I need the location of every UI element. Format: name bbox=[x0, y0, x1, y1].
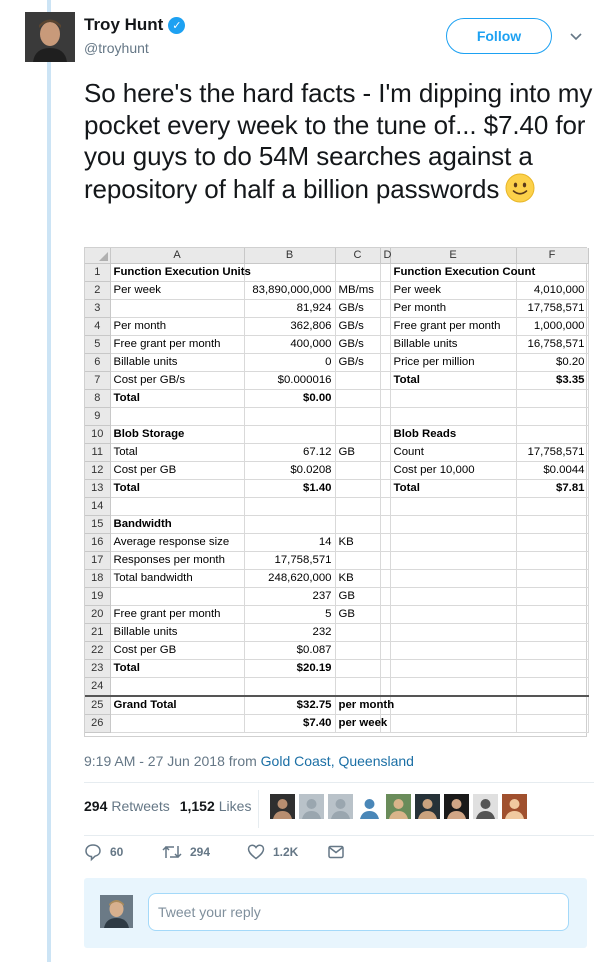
table-row bbox=[85, 425, 588, 443]
row-number: 16 bbox=[85, 533, 110, 551]
cell-e bbox=[390, 623, 516, 641]
cell-e: Blob Reads bbox=[390, 425, 516, 443]
cell-f bbox=[516, 714, 588, 732]
avatar-photo-icon bbox=[299, 794, 324, 819]
table-row bbox=[85, 353, 588, 371]
cell-f bbox=[516, 587, 588, 605]
select-all-corner bbox=[85, 248, 110, 263]
table-row bbox=[85, 317, 588, 335]
column-header: A bbox=[110, 248, 244, 263]
retweets-count[interactable]: 294 bbox=[84, 798, 108, 814]
cell-c: KB bbox=[335, 569, 380, 587]
cell-b: 0 bbox=[244, 353, 335, 371]
table-row bbox=[85, 533, 588, 551]
cell-d bbox=[380, 659, 390, 677]
retweet-icon bbox=[162, 843, 182, 861]
direct-message-action[interactable] bbox=[327, 843, 345, 861]
cell-c: GB/s bbox=[335, 335, 380, 353]
chevron-down-icon[interactable] bbox=[568, 28, 584, 44]
cell-e bbox=[390, 533, 516, 551]
cell-b: $1.40 bbox=[244, 479, 335, 497]
cell-f bbox=[516, 515, 588, 533]
row-number: 3 bbox=[85, 299, 110, 317]
cell-f: 17,758,571 bbox=[516, 299, 588, 317]
cell-e bbox=[390, 641, 516, 659]
cell-d bbox=[380, 605, 390, 623]
row-number: 18 bbox=[85, 569, 110, 587]
row-number: 11 bbox=[85, 443, 110, 461]
cell-b: $0.00 bbox=[244, 389, 335, 407]
cell-e bbox=[390, 659, 516, 677]
row-number: 22 bbox=[85, 641, 110, 659]
avatar-photo-icon bbox=[386, 794, 411, 819]
cell-f bbox=[516, 389, 588, 407]
cell-c: per month bbox=[335, 696, 380, 715]
cell-b bbox=[244, 677, 335, 696]
cell-f bbox=[516, 425, 588, 443]
row-number: 14 bbox=[85, 497, 110, 515]
table-row bbox=[85, 389, 588, 407]
cell-d bbox=[380, 389, 390, 407]
like-count: 1.2K bbox=[273, 845, 299, 859]
cell-c bbox=[335, 461, 380, 479]
cell-d bbox=[380, 569, 390, 587]
liker-avatar[interactable] bbox=[386, 794, 411, 819]
table-row bbox=[85, 551, 588, 569]
cell-d bbox=[380, 515, 390, 533]
table-row bbox=[85, 497, 588, 515]
row-number: 7 bbox=[85, 371, 110, 389]
cell-b: 232 bbox=[244, 623, 335, 641]
reply-input[interactable] bbox=[148, 893, 569, 931]
cell-b: 67.12 bbox=[244, 443, 335, 461]
cell-a bbox=[110, 587, 244, 605]
cell-a: Billable units bbox=[110, 623, 244, 641]
avatar-photo-icon bbox=[444, 794, 469, 819]
cell-d bbox=[380, 335, 390, 353]
cell-d bbox=[380, 299, 390, 317]
cell-c: GB bbox=[335, 443, 380, 461]
table-row bbox=[85, 623, 588, 641]
liker-avatar[interactable] bbox=[270, 794, 295, 819]
table-row bbox=[85, 515, 588, 533]
cell-d bbox=[380, 461, 390, 479]
cell-e: Per week bbox=[390, 281, 516, 299]
cell-d bbox=[380, 443, 390, 461]
cell-b: $32.75 bbox=[244, 696, 335, 715]
liker-avatar[interactable] bbox=[473, 794, 498, 819]
row-number: 9 bbox=[85, 407, 110, 425]
cell-f: 4,010,000 bbox=[516, 281, 588, 299]
cell-a: Grand Total bbox=[110, 696, 244, 715]
cell-c: GB/s bbox=[335, 317, 380, 335]
cell-b bbox=[244, 515, 335, 533]
retweets-label[interactable]: Retweets bbox=[111, 798, 170, 814]
reply-action[interactable] bbox=[84, 843, 123, 861]
cell-c bbox=[335, 425, 380, 443]
cell-d bbox=[380, 641, 390, 659]
table-row bbox=[85, 605, 588, 623]
cell-e: Cost per 10,000 bbox=[390, 461, 516, 479]
cell-d bbox=[380, 281, 390, 299]
cell-b: 5 bbox=[244, 605, 335, 623]
cell-a: Total bbox=[110, 389, 244, 407]
cell-f: 16,758,571 bbox=[516, 335, 588, 353]
cell-f bbox=[516, 696, 588, 715]
cell-d bbox=[380, 263, 390, 281]
row-number: 13 bbox=[85, 479, 110, 497]
cell-f: 1,000,000 bbox=[516, 317, 588, 335]
cell-b: 400,000 bbox=[244, 335, 335, 353]
cell-e: Function Execution Count bbox=[390, 263, 516, 281]
cell-a: Total bandwidth bbox=[110, 569, 244, 587]
cell-c: GB/s bbox=[335, 353, 380, 371]
cell-a: Billable units bbox=[110, 353, 244, 371]
cell-a bbox=[110, 407, 244, 425]
table-row bbox=[85, 479, 588, 497]
cell-f bbox=[516, 605, 588, 623]
cell-a bbox=[110, 497, 244, 515]
cell-a: Free grant per month bbox=[110, 335, 244, 353]
cell-f bbox=[516, 551, 588, 569]
avatar-photo-icon bbox=[473, 794, 498, 819]
cell-c bbox=[335, 641, 380, 659]
cell-c bbox=[335, 479, 380, 497]
smiling-face-icon bbox=[505, 173, 535, 203]
cell-a: Total bbox=[110, 443, 244, 461]
cell-c bbox=[335, 407, 380, 425]
follow-button[interactable]: Follow bbox=[446, 18, 552, 54]
cell-a: Cost per GB bbox=[110, 461, 244, 479]
cell-e bbox=[390, 497, 516, 515]
avatar-photo-icon bbox=[25, 12, 75, 62]
row-number: 23 bbox=[85, 659, 110, 677]
cell-d bbox=[380, 533, 390, 551]
cell-a: Blob Storage bbox=[110, 425, 244, 443]
reply-composer bbox=[84, 878, 587, 948]
cell-b: 17,758,571 bbox=[244, 551, 335, 569]
cell-d bbox=[380, 407, 390, 425]
cell-f bbox=[516, 407, 588, 425]
avatar-photo-icon bbox=[357, 794, 382, 819]
heart-icon bbox=[247, 843, 265, 861]
cell-c bbox=[335, 263, 380, 281]
cell-f bbox=[516, 497, 588, 515]
cell-b: $0.0208 bbox=[244, 461, 335, 479]
cell-e bbox=[390, 605, 516, 623]
table-row bbox=[85, 281, 588, 299]
cell-e bbox=[390, 551, 516, 569]
cell-f bbox=[516, 641, 588, 659]
cell-b bbox=[244, 407, 335, 425]
table-row bbox=[85, 335, 588, 353]
cell-c bbox=[335, 551, 380, 569]
verified-badge-icon: ✓ bbox=[168, 17, 185, 34]
author-handle[interactable]: @troyhunt bbox=[84, 40, 149, 56]
cell-c bbox=[335, 371, 380, 389]
cell-b: $20.19 bbox=[244, 659, 335, 677]
cell-e: Count bbox=[390, 443, 516, 461]
liker-avatar[interactable] bbox=[328, 794, 353, 819]
cell-a bbox=[110, 299, 244, 317]
cell-a: Total bbox=[110, 659, 244, 677]
cell-f bbox=[516, 569, 588, 587]
cell-b: $0.087 bbox=[244, 641, 335, 659]
row-number: 24 bbox=[85, 677, 110, 696]
cell-f: $0.20 bbox=[516, 353, 588, 371]
column-header: C bbox=[335, 248, 380, 263]
avatar-photo-icon bbox=[328, 794, 353, 819]
tweet-actions bbox=[84, 843, 384, 867]
cell-a: Free grant per month bbox=[110, 605, 244, 623]
liker-avatar[interactable] bbox=[299, 794, 324, 819]
table-row bbox=[85, 263, 588, 281]
cell-c bbox=[335, 515, 380, 533]
row-number: 5 bbox=[85, 335, 110, 353]
cell-b: $7.40 bbox=[244, 714, 335, 732]
column-header: B bbox=[244, 248, 335, 263]
row-number: 21 bbox=[85, 623, 110, 641]
table-row bbox=[85, 461, 588, 479]
cell-b: 14 bbox=[244, 533, 335, 551]
cell-e: Free grant per month bbox=[390, 317, 516, 335]
cell-e bbox=[390, 515, 516, 533]
avatar-photo-icon bbox=[270, 794, 295, 819]
user-photo-icon bbox=[100, 895, 133, 928]
table-row bbox=[85, 443, 588, 461]
liker-avatar[interactable] bbox=[415, 794, 440, 819]
table-row bbox=[85, 587, 588, 605]
cell-a: Per week bbox=[110, 281, 244, 299]
cell-b: 237 bbox=[244, 587, 335, 605]
cell-c: KB bbox=[335, 533, 380, 551]
avatar-photo-icon bbox=[502, 794, 527, 819]
table-row bbox=[85, 677, 588, 696]
cell-d bbox=[380, 623, 390, 641]
table-row bbox=[85, 659, 588, 677]
row-number: 10 bbox=[85, 425, 110, 443]
row-number: 1 bbox=[85, 263, 110, 281]
cell-a bbox=[110, 677, 244, 696]
column-header: E bbox=[390, 248, 516, 263]
likes-count[interactable]: 1,152 bbox=[179, 798, 215, 814]
column-header: F bbox=[516, 248, 588, 263]
cell-d bbox=[380, 425, 390, 443]
cell-d bbox=[380, 371, 390, 389]
table-row bbox=[85, 696, 588, 715]
retweet-count: 294 bbox=[190, 845, 211, 859]
cell-c: GB/s bbox=[335, 299, 380, 317]
tweet-timestamp bbox=[84, 753, 414, 769]
row-number: 20 bbox=[85, 605, 110, 623]
row-number: 25 bbox=[85, 696, 110, 715]
cell-d bbox=[380, 497, 390, 515]
table-row bbox=[85, 407, 588, 425]
cell-c: GB bbox=[335, 605, 380, 623]
cell-a: Responses per month bbox=[110, 551, 244, 569]
cell-d bbox=[380, 353, 390, 371]
author-avatar[interactable] bbox=[25, 12, 75, 62]
cell-a: Cost per GB bbox=[110, 641, 244, 659]
cell-e bbox=[390, 587, 516, 605]
cell-e bbox=[390, 677, 516, 696]
column-header: D bbox=[380, 248, 390, 263]
author-name[interactable] bbox=[84, 15, 185, 35]
cell-d bbox=[380, 317, 390, 335]
column-header-row bbox=[85, 248, 588, 263]
cell-c bbox=[335, 389, 380, 407]
cell-d bbox=[380, 551, 390, 569]
reply-icon bbox=[84, 843, 102, 861]
cell-c: MB/ms bbox=[335, 281, 380, 299]
cell-d bbox=[380, 587, 390, 605]
like-action[interactable] bbox=[247, 843, 298, 861]
stats-divider bbox=[258, 790, 259, 828]
cell-f bbox=[516, 533, 588, 551]
cell-c bbox=[335, 659, 380, 677]
liker-avatars bbox=[270, 794, 527, 819]
row-number: 8 bbox=[85, 389, 110, 407]
cell-b: $0.000016 bbox=[244, 371, 335, 389]
cell-f: 17,758,571 bbox=[516, 443, 588, 461]
cell-f bbox=[516, 677, 588, 696]
liker-avatar[interactable] bbox=[502, 794, 527, 819]
cell-b bbox=[244, 263, 335, 281]
cell-c bbox=[335, 497, 380, 515]
cell-e: Price per million bbox=[390, 353, 516, 371]
cell-f: $3.35 bbox=[516, 371, 588, 389]
row-number: 6 bbox=[85, 353, 110, 371]
cell-e bbox=[390, 569, 516, 587]
cell-b bbox=[244, 497, 335, 515]
liker-avatar[interactable] bbox=[357, 794, 382, 819]
retweet-action[interactable] bbox=[162, 843, 210, 861]
cell-b: 83,890,000,000 bbox=[244, 281, 335, 299]
spreadsheet bbox=[85, 248, 589, 733]
row-number: 17 bbox=[85, 551, 110, 569]
cell-e: Per month bbox=[390, 299, 516, 317]
tweet-location-link[interactable]: Gold Coast, Queensland bbox=[260, 753, 414, 769]
row-number: 4 bbox=[85, 317, 110, 335]
cell-a: Cost per GB/s bbox=[110, 371, 244, 389]
row-number: 12 bbox=[85, 461, 110, 479]
author-name-text[interactable]: Troy Hunt bbox=[84, 15, 164, 34]
cell-a: Function Execution Units bbox=[110, 263, 244, 281]
cell-e bbox=[390, 696, 516, 715]
cell-e: Total bbox=[390, 371, 516, 389]
divider bbox=[84, 835, 594, 836]
tweet-stats bbox=[84, 798, 251, 814]
cell-c bbox=[335, 677, 380, 696]
cell-a: Average response size bbox=[110, 533, 244, 551]
cell-e bbox=[390, 389, 516, 407]
reply-count: 60 bbox=[110, 845, 124, 859]
cell-a bbox=[110, 714, 244, 732]
envelope-icon bbox=[327, 843, 345, 861]
cell-f bbox=[516, 659, 588, 677]
thread-rail bbox=[47, 0, 51, 962]
cell-b: 248,620,000 bbox=[244, 569, 335, 587]
table-row bbox=[85, 371, 588, 389]
cell-a: Bandwidth bbox=[110, 515, 244, 533]
likes-label[interactable]: Likes bbox=[218, 798, 252, 814]
cell-c bbox=[335, 623, 380, 641]
user-avatar[interactable] bbox=[100, 895, 133, 928]
tweet-time[interactable]: 9:19 AM - 27 Jun 2018 from bbox=[84, 753, 257, 769]
tweet-body: So here's the hard facts - I'm dipping into my pocket every week to the tune of... $7.40 for you guys to do 54M searches against a repository of half a billion passwords bbox=[84, 78, 593, 204]
cell-f: $7.81 bbox=[516, 479, 588, 497]
cell-f bbox=[516, 623, 588, 641]
cell-d bbox=[380, 677, 390, 696]
cell-e bbox=[390, 714, 516, 732]
divider bbox=[84, 782, 594, 783]
table-row bbox=[85, 569, 588, 587]
table-row bbox=[85, 641, 588, 659]
cell-b bbox=[244, 425, 335, 443]
spreadsheet-image[interactable] bbox=[84, 247, 587, 737]
cell-c: per week bbox=[335, 714, 380, 732]
cell-e: Total bbox=[390, 479, 516, 497]
table-row bbox=[85, 714, 588, 732]
cell-e bbox=[390, 407, 516, 425]
row-number: 19 bbox=[85, 587, 110, 605]
cell-f: $0.0044 bbox=[516, 461, 588, 479]
tweet-text bbox=[84, 78, 594, 205]
liker-avatar[interactable] bbox=[444, 794, 469, 819]
cell-c: GB bbox=[335, 587, 380, 605]
cell-d bbox=[380, 479, 390, 497]
cell-b: 362,806 bbox=[244, 317, 335, 335]
cell-a: Per month bbox=[110, 317, 244, 335]
row-number: 15 bbox=[85, 515, 110, 533]
avatar-photo-icon bbox=[415, 794, 440, 819]
row-number: 2 bbox=[85, 281, 110, 299]
cell-e: Billable units bbox=[390, 335, 516, 353]
row-number: 26 bbox=[85, 714, 110, 732]
cell-a: Total bbox=[110, 479, 244, 497]
cell-b: 81,924 bbox=[244, 299, 335, 317]
table-row bbox=[85, 299, 588, 317]
